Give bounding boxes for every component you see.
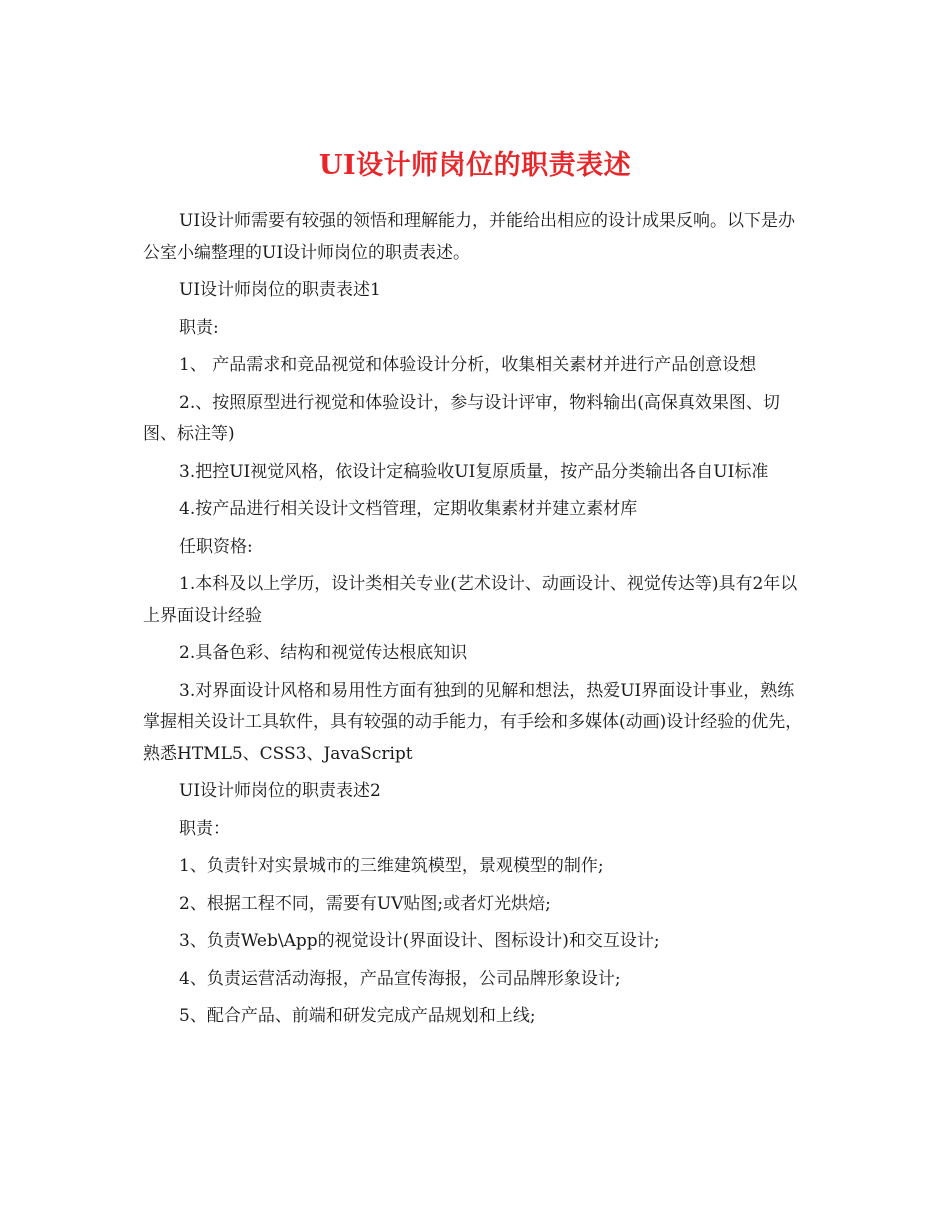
subheading-duties-1: 职责: — [179, 317, 219, 338]
duty-item: 4.按产品进行相关设计文档管理，定期收集素材并建立素材库 — [179, 499, 638, 519]
subheading-qualifications: 任职资格: — [179, 536, 253, 557]
duty-item: 2.、按照原型进行视觉和体验设计，参与设计评审，物料输出(高保真效果图、切图、标注等) — [143, 392, 780, 444]
duty-item: 3.把控UI视觉风格，依设计定稿验收UI复原质量，按产品分类输出各自UI标准 — [179, 461, 769, 482]
paragraph-intro: UI设计师需要有较强的领悟和理解能力，并能给出相应的设计成果反响。以下是办公室小编整理的UI设计师岗位的职责表述。 — [143, 211, 796, 263]
qualification-item: 3.对界面设计风格和易用性方面有独到的见解和想法，热爱UI界面设计事业，熟练掌握相关设计工具软件，具有较强的动手能力，有手绘和多媒体(动画)设计经验的优先，熟悉HTML5、CSS3、JavaScript — [143, 680, 803, 764]
duty-item: 3、负责Web\App的视觉设计(界面设计、图标设计)和交互设计; — [179, 931, 660, 951]
duty-item: 5、配合产品、前端和研发完成产品规划和上线; — [179, 1006, 536, 1026]
duty-item: 1、 产品需求和竞品视觉和体验设计分析，收集相关素材并进行产品创意设想 — [179, 355, 757, 375]
section-heading-2: UI设计师岗位的职责表述2 — [179, 781, 381, 801]
document-body — [143, 206, 803, 1039]
qualification-item: 1.本科及以上学历，设计类相关专业(艺术设计、动画设计、视觉传达等)具有2年以上界面设计经验 — [143, 574, 798, 626]
duty-item: 1、负责针对实景城市的三维建筑模型，景观模型的制作; — [179, 856, 604, 876]
duty-item: 2、根据工程不同，需要有UV贴图;或者灯光烘焙; — [179, 893, 551, 914]
section-heading-1: UI设计师岗位的职责表述1 — [179, 280, 381, 300]
qualification-item: 2.具备色彩、结构和视觉传达根底知识 — [179, 643, 468, 663]
document-title: UI设计师岗位的职责表述 — [318, 150, 632, 182]
subheading-duties-2: 职责： — [179, 818, 230, 839]
duty-item: 4、负责运营活动海报，产品宣传海报，公司品牌形象设计; — [179, 968, 621, 989]
